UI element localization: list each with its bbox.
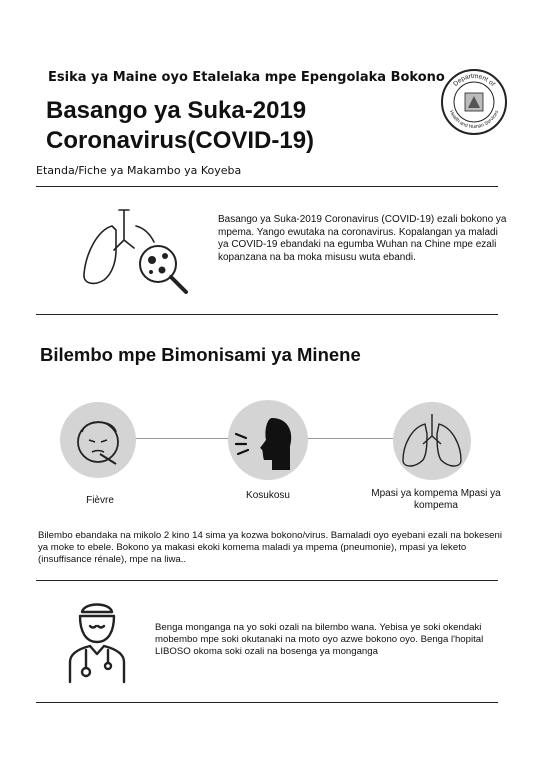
page-subtitle: Etanda/Fiche ya Makambo ya Koyeba — [36, 164, 242, 177]
divider — [36, 314, 498, 315]
symptom-label: Kosukosu — [246, 490, 290, 501]
advice-text: Benga monganga na yo soki ozali na bilembo wana. Yebisa ye soki okendaki mobembo mpe soki okutanaki na moto oyo azwe bokono oyo. Benga l'hopital LIBOSO okoma soki ozali na bosenga ya monganga — [155, 622, 484, 657]
lungs-icon — [393, 402, 471, 480]
state-seal-icon — [440, 68, 508, 136]
lungs-magnifier-icon — [78, 204, 198, 300]
symptom-label: Mpasi ya kompema Mpasi ya kompema — [371, 488, 501, 511]
doctor-icon — [62, 598, 132, 684]
symptom-label: Fièvre — [86, 495, 114, 506]
divider — [36, 702, 498, 703]
seal-bottom-text: Health and Human Services — [447, 109, 501, 131]
agency-name: Esika ya Maine oyo Etalelaka mpe Epengolaka Bokono — [48, 70, 445, 85]
intro-text: Basango ya Suka-2019 Coronavirus (COVID-19) ezali bokono ya mpema. Yango ewutaka na coronavirus. Kopalangan ya maladi ya COVID-19 ebandaki na egumba Wuhan na Chine mpe ezali kopanzana na ba moka misusu wuta ebandi. — [218, 214, 507, 263]
symptoms-description: Bilembo ebandaka na mikolo 2 kino 14 sima ya kozwa bokono/virus. Bamaladi oyo eyebani ezali na bokeseni ya moke to ebele. Bokono ya makasi ekoki komema maladi ya mpema (pneumonie), mpasi ya leketo (insuffisance rénale), mpe na liwa.. — [38, 530, 502, 565]
divider — [36, 580, 498, 581]
page-title: Basango ya Suka-2019 Coronavirus(COVID-19) — [46, 97, 315, 154]
section-title: Bilembo mpe Bimonisami ya Minene — [40, 344, 361, 365]
fever-face-icon — [60, 402, 136, 478]
seal-top-text: Department of — [452, 72, 496, 88]
divider — [36, 186, 498, 187]
cough-icon — [228, 400, 308, 480]
